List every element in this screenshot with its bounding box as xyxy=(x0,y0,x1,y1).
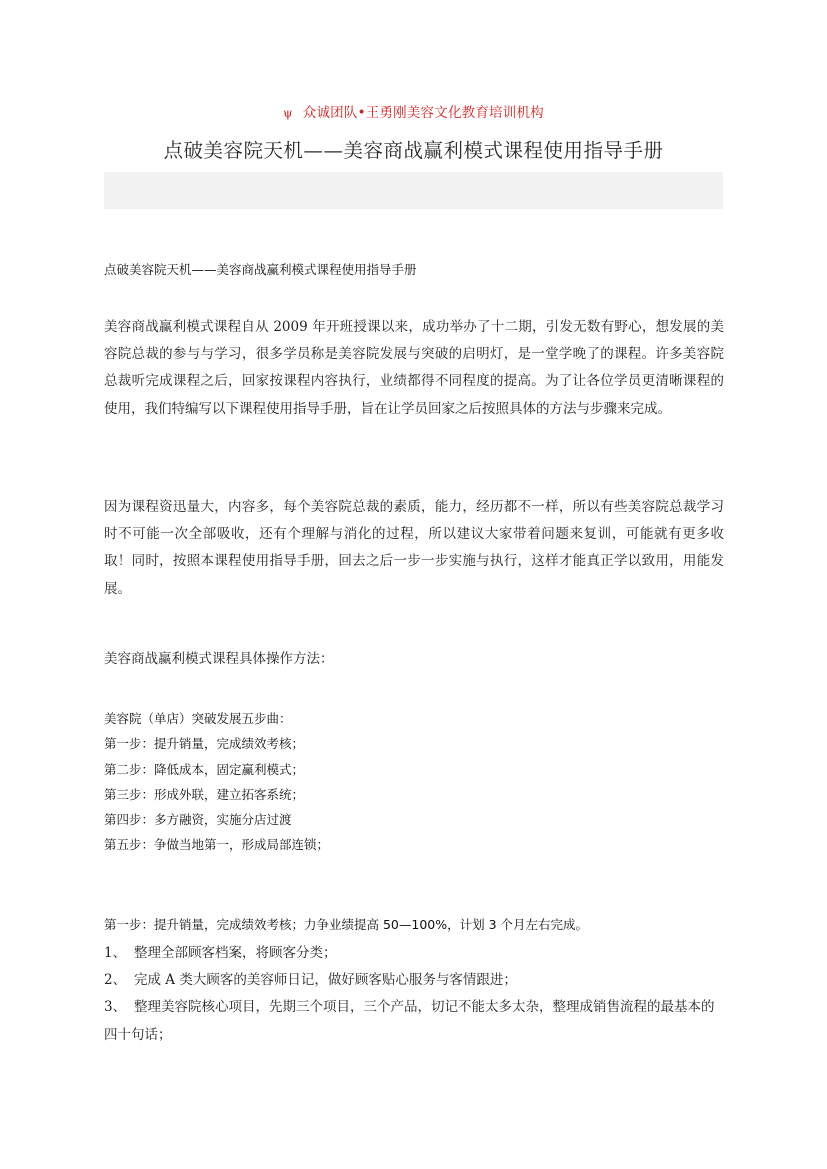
org-logo-mark: ψ xyxy=(283,106,293,120)
five-steps-list xyxy=(104,706,724,858)
task-number: 3、 xyxy=(104,999,127,1016)
five-steps-heading: 美容院（单店）突破发展五步曲： xyxy=(104,711,292,726)
list-item: 第四步：多方融资，实施分店过渡 xyxy=(104,812,292,828)
list-item xyxy=(104,994,724,1048)
task-text: 整理全部顾客档案，将顾客分类； xyxy=(134,945,337,961)
list-item: 第三步：形成外联，建立拓客系统； xyxy=(104,786,305,802)
step-one-task-list xyxy=(104,940,724,1049)
task-text: 整理美容院核心项目，先期三个项目，三个产品，切记不能太多太杂，整理成销售流程的最基本的四十句话； xyxy=(104,999,715,1043)
org-name: 众诚团队•王勇刚美容文化教育培训机构 xyxy=(302,105,544,121)
intro-paragraph: 美容商战赢利模式课程自从 2009 年开班授课以来，成功举办了十二期，引发无数有野心，想发展的美容院总裁的参与与学习，很多学员称是美容院发展与突破的启明灯，是一堂学晚了的课程。许多美容院总裁听完成课程之后，回家按课程内容执行，业绩都得不同程度的提高。为了让各位学员更清晰课程的使用，我们特编写以下课程使用指导手册，旨在让学员回家之后按照具体的方法与步骤来完成。 xyxy=(104,319,724,417)
task-number: 1、 xyxy=(104,945,127,961)
step-one-heading: 第一步：提升销量，完成绩效考核；力争业绩提高 50—100%，计划 3 个月左右完成。 xyxy=(104,917,589,932)
list-item xyxy=(104,967,724,994)
task-number: 2、 xyxy=(104,972,127,989)
document-title: 点破美容院天机——美容商战赢利模式课程使用指导手册 xyxy=(163,139,664,162)
section-subtitle: 点破美容院天机——美容商战赢利模式课程使用指导手册 xyxy=(104,262,417,277)
list-item: 第五步：争做当地第一，形成局部连锁； xyxy=(104,837,330,853)
list-item: 第二步：降低成本，固定赢利模式； xyxy=(104,761,305,777)
header-band xyxy=(104,172,723,209)
list-item xyxy=(104,940,724,967)
method-heading: 美容商战赢利模式课程具体操作方法： xyxy=(104,651,334,667)
study-advice-paragraph: 因为课程资迅量大，内容多，每个美容院总裁的素质，能力，经历都不一样，所以有些美容院总裁学习时不可能一次全部吸收，还有个理解与消化的过程，所以建议大家带着问题来复训，可能就有更多收取！同时，按照本课程使用指导手册，回去之后一步一步实施与执行，这样才能真正学以致用，用能发展。 xyxy=(104,499,724,597)
task-text: 完成 A 类大顾客的美容师日记，做好顾客贴心服务与客情跟进； xyxy=(134,972,517,989)
organization-header xyxy=(0,101,827,121)
list-item: 第一步：提升销量，完成绩效考核； xyxy=(104,736,305,752)
